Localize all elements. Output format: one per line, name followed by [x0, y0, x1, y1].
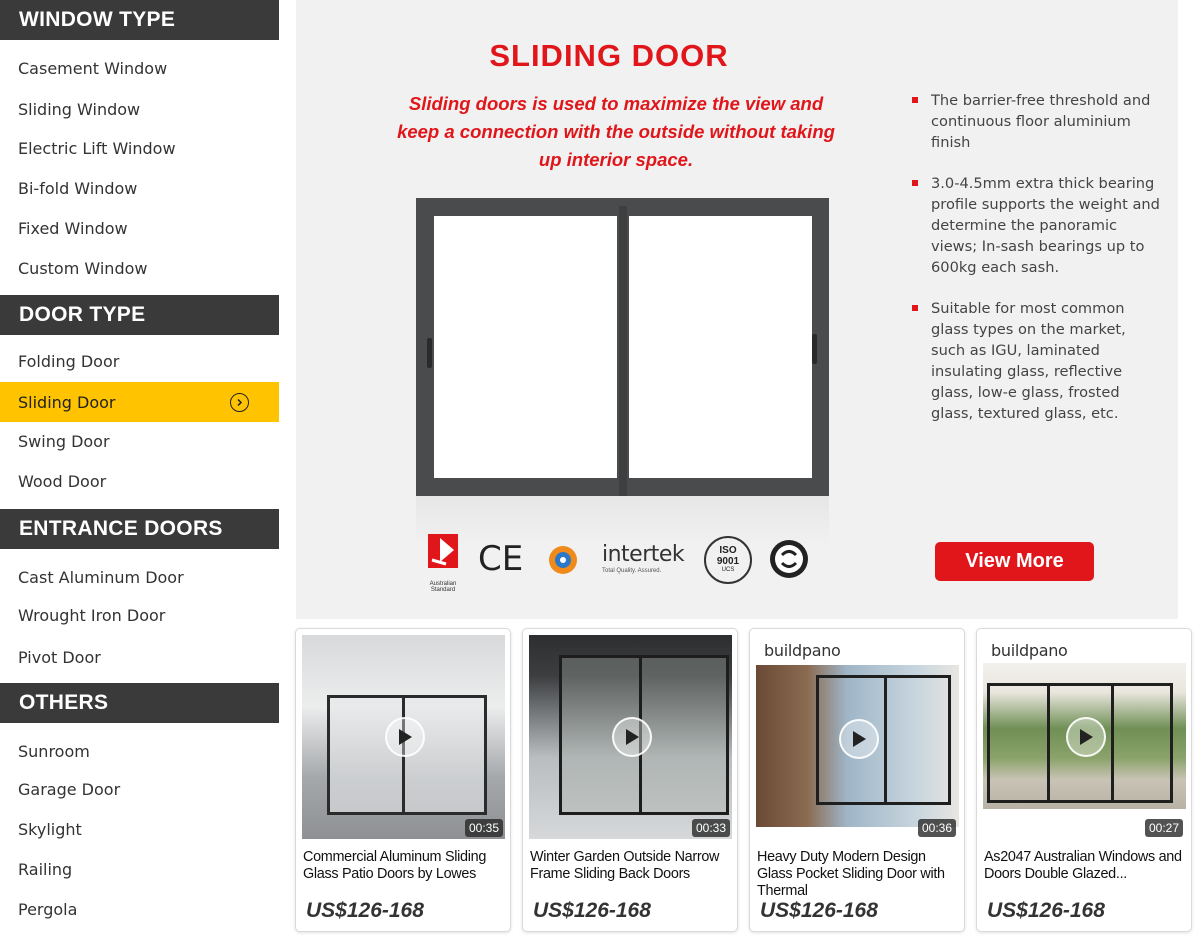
sliding-door-image [416, 198, 829, 496]
play-icon[interactable] [385, 717, 425, 757]
certification-logos [420, 534, 820, 593]
feature-item: Suitable for most common glass types on the market, such as IGU, laminated insulating glass, reflective glass, low-e glass, frosted glass, textured glass, etc. [912, 298, 1162, 424]
view-more-button[interactable]: View More [935, 542, 1094, 581]
product-thumbnail[interactable] [529, 635, 732, 839]
product-title[interactable]: Heavy Duty Modern Design Glass Pocket Sliding Door with Thermal [757, 849, 945, 899]
feature-item: The barrier-free threshold and continuous floor aluminium finish [912, 90, 1162, 153]
sidebar-item-fixed-window[interactable]: Fixed Window [18, 218, 128, 238]
hero-panel [296, 0, 1178, 619]
feature-list [912, 90, 1162, 444]
sidebar-item-cast-aluminum-door[interactable]: Cast Aluminum Door [18, 567, 184, 587]
product-price: US$126-168 [306, 899, 424, 922]
play-icon[interactable] [1066, 717, 1106, 757]
video-duration: 00:27 [1145, 819, 1183, 837]
australian-standard-logo [426, 534, 460, 593]
sidebar [0, 0, 279, 938]
product-title[interactable]: Winter Garden Outside Narrow Frame Sliding Back Doors [530, 849, 720, 882]
section-header-window-type: WINDOW TYPE [0, 0, 279, 40]
brand-logo: buildpano [991, 641, 1068, 660]
feature-item: 3.0-4.5mm extra thick bearing profile supports the weight and determine the panoramic views; In-sash bearings up to 600kg each sash. [912, 173, 1162, 278]
hero-subtitle: Sliding doors is used to maximize the view and keep a connection with the outside without taking up interior space. [397, 93, 835, 170]
sidebar-item-pergola[interactable]: Pergola [18, 899, 78, 919]
sidebar-item-sunroom[interactable]: Sunroom [18, 741, 90, 761]
product-price: US$126-168 [760, 899, 878, 922]
product-card[interactable] [295, 628, 511, 932]
product-title[interactable]: As2047 Australian Windows and Doors Double Glazed... [984, 849, 1182, 882]
sidebar-item-electric-lift-window[interactable]: Electric Lift Window [18, 138, 176, 158]
csa-logo [768, 538, 810, 585]
ce-logo: CE [478, 539, 524, 579]
sidebar-item-wrought-iron-door[interactable]: Wrought Iron Door [18, 605, 166, 625]
sidebar-item-custom-window[interactable]: Custom Window [18, 258, 148, 278]
sidebar-item-sliding-window[interactable]: Sliding Window [18, 99, 141, 119]
video-duration: 00:36 [918, 819, 956, 837]
product-price: US$126-168 [987, 899, 1105, 922]
product-title[interactable]: Commercial Aluminum Sliding Glass Patio Doors by Lowes [303, 849, 487, 882]
australian-standard-text: Australian Standard [429, 581, 457, 593]
product-card[interactable] [749, 628, 965, 932]
sidebar-item-wood-door[interactable]: Wood Door [18, 471, 107, 491]
sidebar-item-sliding-door[interactable] [0, 382, 279, 422]
brand-logo: buildpano [764, 641, 841, 660]
section-header-entrance-doors: ENTRANCE DOORS [0, 509, 279, 549]
product-thumbnail[interactable] [983, 663, 1186, 809]
sidebar-item-skylight[interactable]: Skylight [18, 819, 82, 839]
chevron-right-icon [230, 393, 249, 412]
energy-logo [545, 542, 581, 583]
sidebar-item-railing[interactable]: Railing [18, 859, 73, 879]
product-price: US$126-168 [533, 899, 651, 922]
play-icon[interactable] [612, 717, 652, 757]
product-thumbnail[interactable] [756, 665, 959, 827]
sidebar-item-swing-door[interactable]: Swing Door [18, 431, 110, 451]
page-title: SLIDING DOOR [489, 38, 729, 73]
product-card[interactable] [976, 628, 1192, 932]
section-header-others: OTHERS [0, 683, 279, 723]
sidebar-item-pivot-door[interactable]: Pivot Door [18, 647, 101, 667]
play-icon[interactable] [839, 719, 879, 759]
iso-9001-logo: ISO 9001 UCS [704, 536, 752, 584]
sidebar-item-label: Sliding Door [18, 392, 116, 412]
sidebar-item-casement-window[interactable]: Casement Window [18, 58, 168, 78]
intertek-logo: intertek Total Quality. Assured. [602, 542, 685, 574]
sidebar-item-folding-door[interactable]: Folding Door [18, 351, 120, 371]
section-header-door-type: DOOR TYPE [0, 295, 279, 335]
sidebar-item-garage-door[interactable]: Garage Door [18, 779, 121, 799]
sidebar-item-bi-fold-window[interactable]: Bi-fold Window [18, 178, 138, 198]
product-card[interactable] [522, 628, 738, 932]
video-duration: 00:35 [465, 819, 503, 837]
product-thumbnail[interactable] [302, 635, 505, 839]
video-duration: 00:33 [692, 819, 730, 837]
